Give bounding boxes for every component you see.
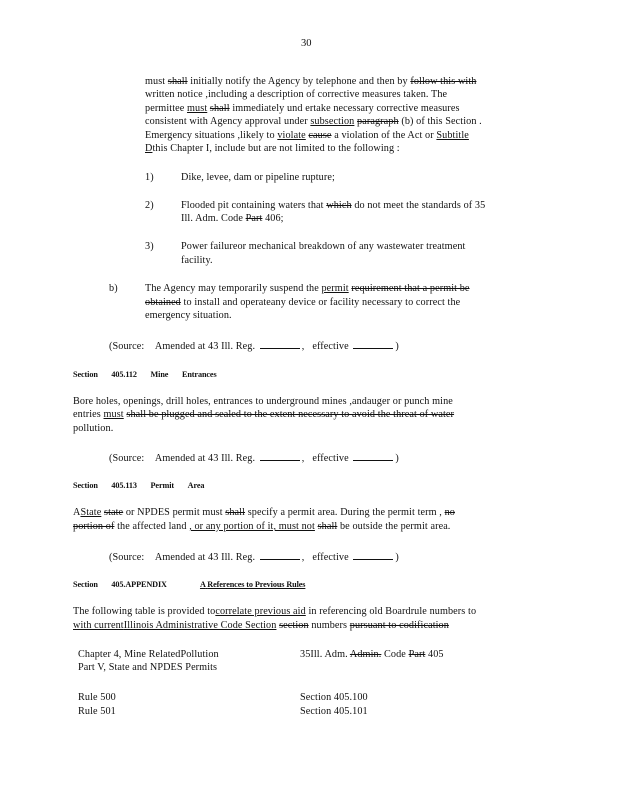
section-112-heading: Section 405.112 Mine Entrances: [73, 370, 217, 379]
source-note-2: (Source: Amended at 43 Ill. Reg. , effective ): [109, 450, 399, 465]
source-note-3: (Source: Amended at 43 Ill. Reg. , effective ): [109, 549, 399, 564]
para-a-line-3: permittee must shall immediately und ertake necessary corrective measures: [145, 103, 460, 114]
appendix-line-1: The following table is provided tocorrelate previous aid in referencing old Boardrule numbers to: [73, 606, 477, 617]
para-a-line-6: Dthis Chapter I, include but are not limited to the following :: [145, 143, 400, 154]
appendix-heading: Section 405.APPENDIX A References to Previous Rules: [73, 580, 306, 589]
para-b-line-1: The Agency may temporarily suspend the permit requirement that a permit be: [145, 283, 470, 294]
section-113-heading: Section 405.113 Permit Area: [73, 481, 205, 490]
para-b-line-3: emergency situation.: [145, 310, 232, 321]
para-b-label: b): [109, 283, 118, 294]
table-row-1-left: Rule 500: [78, 692, 116, 703]
item-2-line-1: Flooded pit containing waters that which do not meet the standards of 35: [181, 200, 486, 211]
table-header-right: 35Ill. Adm. Admin. Code Part 405: [300, 649, 444, 660]
table-row-1-right: Section 405.100: [300, 692, 368, 703]
item-1-number: 1): [145, 172, 154, 183]
item-2-line-2: Ill. Adm. Code Part 406;: [181, 213, 284, 224]
para-a-line-2: written notice ,including a description of corrective measures taken. The: [145, 89, 448, 100]
appendix-line-2: with currentIllinois Administrative Code Section section numbers pursuant to codification: [73, 620, 449, 631]
para-a-line-1: must shall initially notify the Agency by telephone and then by follow this with: [145, 76, 477, 87]
page-number: 30: [301, 38, 312, 49]
table-row-2-left: Rule 501: [78, 706, 116, 717]
item-3-line-2: facility.: [181, 255, 213, 266]
item-3-number: 3): [145, 241, 154, 252]
para-a-line-5: Emergency situations ,likely to violate cause a violation of the Act or Subtitle: [145, 130, 469, 141]
item-3-line-1: Power failureor mechanical breakdown of any wastewater treatment: [181, 241, 466, 252]
section-113-line-1: AState state or NPDES permit must shall specify a permit area. During the permit term , no: [73, 507, 455, 518]
table-row-2-right: Section 405.101: [300, 706, 368, 717]
section-113-line-2: portion of the affected land , or any portion of it, must not shall be outside the permit area.: [73, 521, 451, 532]
para-b-line-2: obtained to install and operateany device or facility necessary to correct the: [145, 297, 461, 308]
section-112-line-1: Bore holes, openings, drill holes, entrances to underground mines ,andauger or punch mine: [73, 396, 453, 407]
section-112-line-2: entries must shall be plugged and sealed to the extent necessary to avoid the threat of water: [73, 409, 455, 420]
source-note-1: (Source: Amended at 43 Ill. Reg. , effective ): [109, 338, 399, 353]
table-header-left-1: Chapter 4, Mine RelatedPollution: [78, 649, 219, 660]
item-2-number: 2): [145, 200, 154, 211]
table-header-left-2: Part V, State and NPDES Permits: [78, 662, 218, 673]
section-112-line-3: pollution.: [73, 423, 114, 434]
para-a-line-4: consistent with Agency approval under subsection paragraph (b) of this Section .: [145, 116, 482, 127]
item-1-text: Dike, levee, dam or pipeline rupture;: [181, 172, 335, 183]
